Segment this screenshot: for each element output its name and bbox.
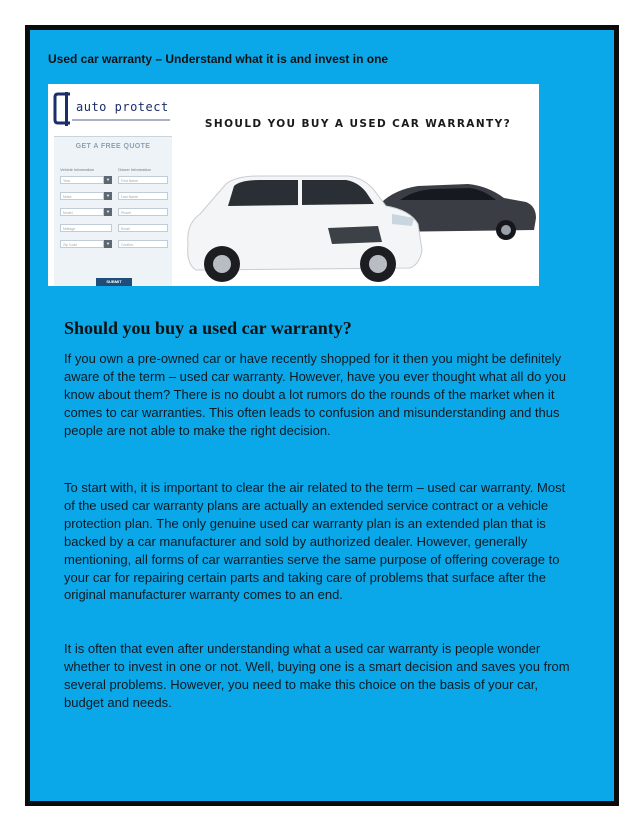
chevron-down-icon: ▼ (104, 192, 112, 200)
owner-info-label: Owner Information (118, 167, 151, 172)
suv-image (188, 176, 422, 282)
quote-form (54, 136, 172, 286)
section-heading: Should you buy a used car warranty? (64, 318, 352, 338)
logo-text: auto protect (76, 100, 169, 114)
logo (52, 90, 172, 128)
zip-code-field: Zip Code (60, 240, 104, 248)
paragraph-2: To start with, it is important to clear the air related to the term – used car warranty. Most of the used car warranty plans are actually an extended service contract or a vehicle protection plan. The only genuine used car warranty plan is an extended plan that is backed by a car manufacturer and sold by authorized dealer. However, generally mentioning, all forms of car warranties serve the same purpose of offering coverage to your car for repairing certain parts and taking care of problems that surface after the original manufacturer warranty comes to an end. (64, 480, 566, 603)
phone-field: Phone (118, 208, 168, 216)
banner-image (48, 84, 539, 286)
chevron-down-icon: ▼ (104, 208, 112, 216)
vehicle-info-label: Vehicle Information (60, 167, 95, 172)
make-field: Make (60, 192, 104, 200)
cars-illustration (178, 146, 538, 286)
submit-button: SUBMIT (96, 278, 132, 286)
last-name-field: Last Name (118, 192, 168, 200)
first-name-field: First Name (118, 176, 168, 184)
quote-title: GET A FREE QUOTE (75, 143, 151, 150)
confirm-field: Confirm (118, 240, 168, 248)
paragraph-1: If you own a pre-owned car or have recently shopped for it then you might be definitely aware of the term – used car warranty. However, have you ever thought what all do you know about them? There is no doubt a lot rumors do the rounds of the market when it comes to car warranties. This often leads to confusion and misunderstanding and thus people are not able to make the right decision. (64, 351, 566, 438)
mileage-field: Mileage (60, 224, 112, 232)
banner-headline: SHOULD YOU BUY A USED CAR WARRANTY? (204, 118, 512, 130)
paragraph-3: It is often that even after understanding what a used car warranty is people wonder whether to invest in one or not. Well, buying one is a smart decision and saves you from several problems. However, you need to make this choice on the basis of your car, budget and needs. (64, 641, 570, 710)
document-title: Used car warranty – Understand what it is and invest in one (48, 52, 389, 66)
chevron-down-icon: ▼ (104, 176, 112, 184)
model-field: Model (60, 208, 104, 216)
year-field: Year (60, 176, 104, 184)
chevron-down-icon: ▼ (104, 240, 112, 248)
email-field: Email (118, 224, 168, 232)
